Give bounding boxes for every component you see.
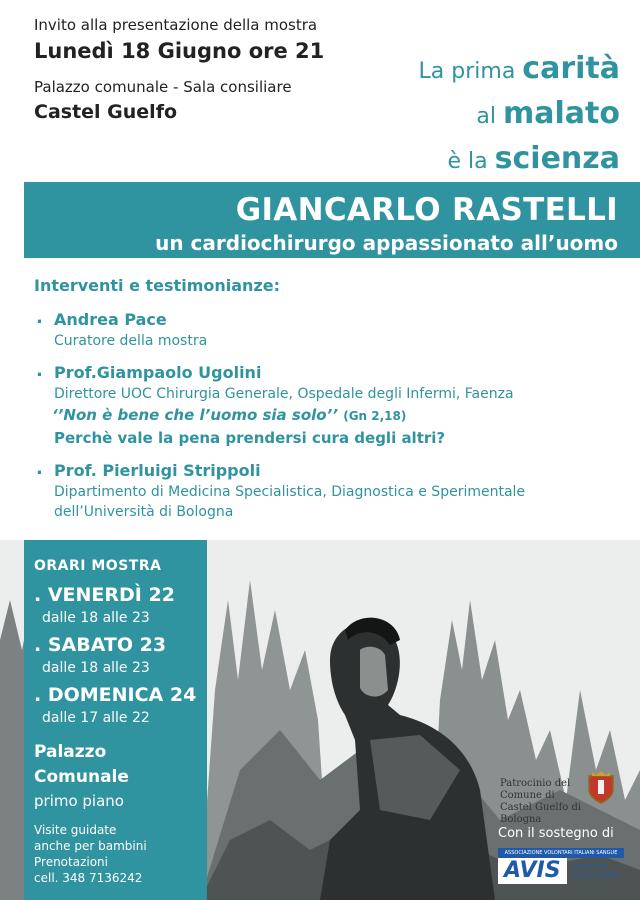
- event-date: Lunedì 18 Giugno ore 21: [34, 39, 325, 63]
- info-line: anche per bambini: [34, 839, 147, 853]
- event-town: Castel Guelfo: [34, 101, 178, 123]
- patronage-line: Patrocinio del: [500, 778, 571, 789]
- avis-location-line: Comunale: [572, 862, 608, 870]
- speaker-role: Direttore UOC Chirurgia Generale, Ospedale degli Infermi, Faenza: [54, 386, 514, 402]
- venue-line: Palazzo: [34, 742, 107, 762]
- motto-word: malato: [503, 96, 620, 131]
- motto: [419, 48, 620, 183]
- interventions-heading: Interventi e testimonianze:: [34, 276, 280, 295]
- speaker-name: Andrea Pace: [54, 310, 167, 329]
- invite-block: [34, 14, 394, 126]
- speaker-question: Perchè vale la pena prendersi cura degli altri?: [54, 429, 446, 447]
- invite-line: Invito alla presentazione della mostra: [34, 16, 318, 34]
- bullet: .: [36, 360, 43, 381]
- avis-location: [572, 862, 619, 880]
- avis-location-line: Castel Guelfo: [572, 871, 619, 879]
- patronage-line: Castel Guelfo di Bologna: [500, 802, 582, 825]
- motto-word: scienza: [494, 141, 620, 176]
- motto-word: carità: [522, 51, 620, 86]
- motto-row-2: [419, 93, 620, 138]
- municipality-crest-icon: [586, 770, 616, 804]
- speaker-role-2: dell’Università di Bologna: [54, 504, 234, 520]
- speaker-name: Prof.Giampaolo Ugolini: [54, 363, 262, 382]
- motto-text: è la: [447, 149, 495, 174]
- quote-reference: (Gn 2,18): [343, 409, 407, 423]
- opening-hours-panel: [24, 540, 207, 900]
- phone-number: cell. 348 7136242: [34, 871, 143, 885]
- motto-row-1: [419, 48, 620, 93]
- speaker-quote: [52, 404, 624, 427]
- hours-day: . VENERDÌ 22: [34, 584, 175, 606]
- venue-name: [34, 740, 207, 790]
- exhibit-title: GIANCARLO RASTELLI: [235, 192, 618, 228]
- motto-text: La prima: [418, 59, 523, 84]
- hours-time: dalle 17 alle 22: [42, 710, 150, 726]
- motto-text: al: [476, 104, 504, 129]
- avis-logo: [498, 858, 624, 884]
- speaker-role: Curatore della mostra: [54, 333, 208, 349]
- patronage-line: Comune di: [500, 790, 555, 801]
- booking-info: [34, 822, 207, 886]
- exhibit-subtitle: un cardiochirurgo appassionato all’uomo: [155, 231, 618, 255]
- hours-time: dalle 18 alle 23: [42, 610, 150, 626]
- title-banner: [24, 182, 640, 258]
- speaker-name: Prof. Pierluigi Strippoli: [54, 461, 261, 480]
- speaker-role: Dipartimento di Medicina Specialistica, Diagnostica e Sperimentale: [54, 484, 526, 500]
- hours-day: . DOMENICA 24: [34, 684, 197, 706]
- speaker-item: [34, 362, 624, 449]
- bullet: .: [36, 458, 43, 479]
- venue-line: Comunale: [34, 767, 129, 787]
- hours-title: ORARI MOSTRA: [34, 558, 162, 574]
- speaker-item: [34, 309, 624, 351]
- info-line: Prenotazioni: [34, 855, 108, 869]
- avis-strip: ASSOCIAZIONE VOLONTARI ITALIANI SANGUE: [498, 848, 624, 858]
- speaker-item: [34, 460, 624, 522]
- hours-day: . SABATO 23: [34, 634, 167, 656]
- interventions-section: [34, 276, 624, 533]
- support-label: Con il sostegno di: [498, 826, 614, 841]
- quote-text: ‘’Non è bene che l’uomo sia solo’’: [52, 406, 338, 424]
- event-venue: Palazzo comunale - Sala consiliare: [34, 78, 292, 96]
- venue-floor: primo piano: [34, 792, 124, 810]
- bullet: .: [36, 307, 43, 328]
- avis-wordmark: AVIS: [498, 858, 567, 884]
- hours-time: dalle 18 alle 23: [42, 660, 150, 676]
- motto-row-3: [419, 138, 620, 183]
- info-line: Visite guidate: [34, 823, 117, 837]
